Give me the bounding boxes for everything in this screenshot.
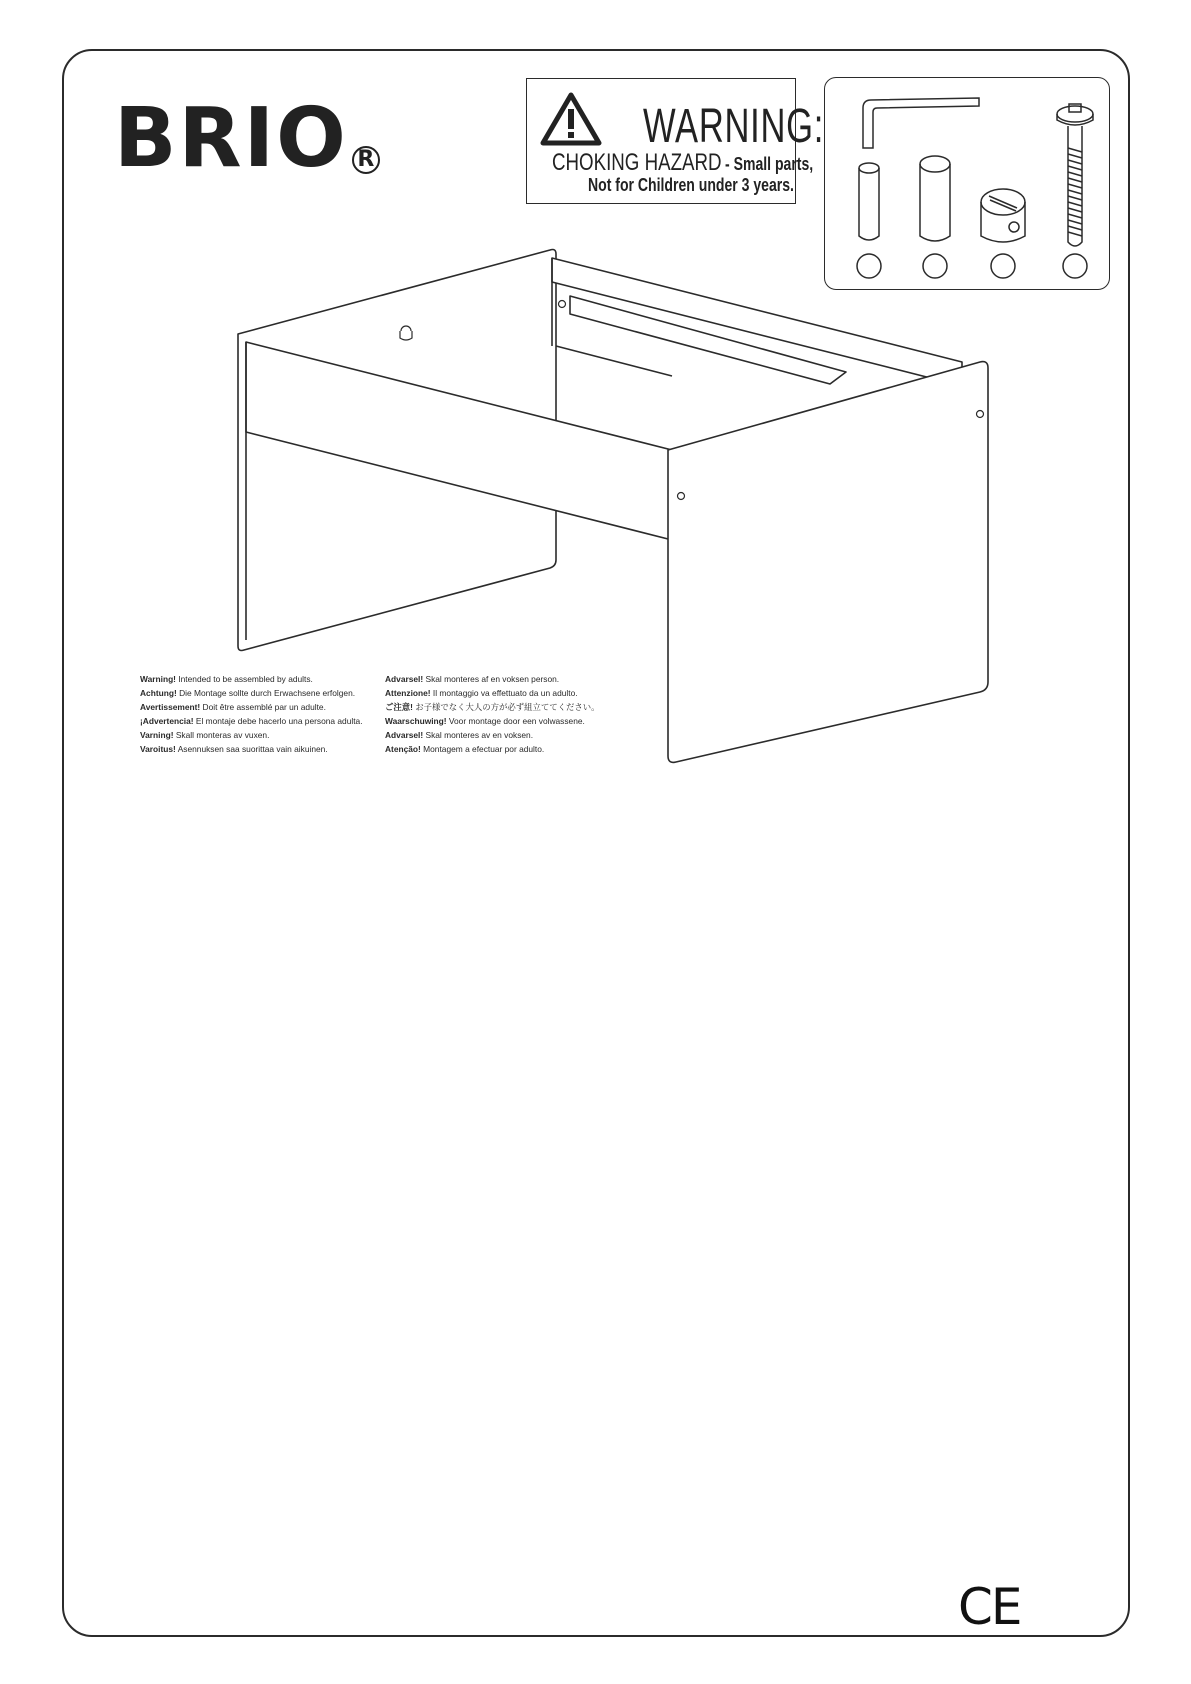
assembly-warnings-col2 <box>385 672 600 756</box>
note-line: Attenzione! Il montaggio va effettuato da un adulto. <box>385 688 578 698</box>
note-line: ¡Advertencia! El montaje debe hacerlo una persona adulta. <box>140 716 363 726</box>
note-line: Advarsel! Skal monteres af en voksen person. <box>385 674 560 684</box>
note-line: Atenção! Montagem a efectuar por adulto. <box>385 744 545 754</box>
warning-title: WARNING: <box>643 100 825 153</box>
note-line: Advarsel! Skal monteres av en voksen. <box>385 730 534 740</box>
ce-mark: CE <box>958 1578 1021 1636</box>
registered-mark: R <box>352 146 380 174</box>
brio-logo: BRIO R <box>114 98 380 180</box>
assembly-warnings-col1 <box>140 672 363 756</box>
note-line: Achtung! Die Montage sollte durch Erwachsene erfolgen. <box>140 688 356 698</box>
note-line: Avertissement! Doit être assemblé par un adulte. <box>140 702 326 712</box>
age-note: Not for Children under 3 years. <box>588 175 794 195</box>
note-line: ご注意! お子様でなく大人の方が必ず組立ててください。 <box>385 702 600 712</box>
note-line: Varoitus! Asennuksen saa suorittaa vain aikuinen. <box>140 744 328 754</box>
note-line: Varning! Skall monteras av vuxen. <box>140 730 270 740</box>
bench-assembly-drawing <box>0 0 1191 780</box>
right-side-panel <box>668 362 988 763</box>
note-line: Warning! Intended to be assembled by adults. <box>140 674 313 684</box>
note-line: Waarschuwing! Voor montage door een volwassene. <box>385 716 585 726</box>
choking-hazard-line: CHOKING HAZARD - Small parts, <box>552 149 814 176</box>
